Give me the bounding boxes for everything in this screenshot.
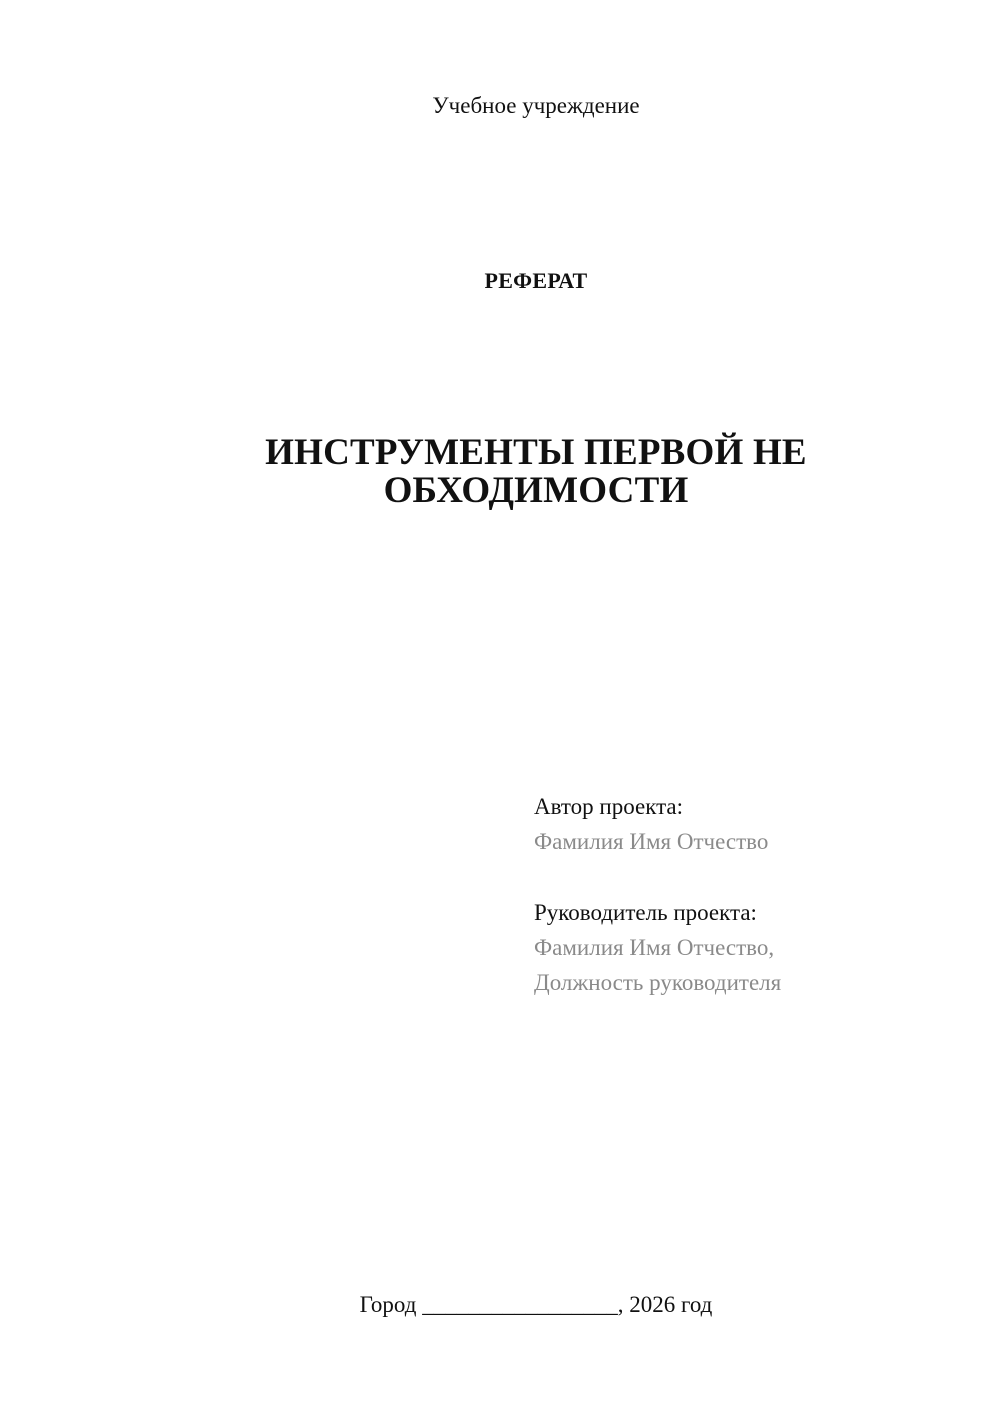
supervisor-name: Фамилия Имя Отчество,	[534, 935, 775, 960]
supervisor-label: Руководитель проекта:	[534, 900, 757, 925]
document-type: РЕФЕРАТ	[484, 268, 588, 293]
document-title-line-1: ИНСТРУМЕНТЫ ПЕРВОЙ НЕ	[265, 432, 807, 473]
credits-spacer	[534, 859, 954, 895]
city-year-line: Город _________________, 2026 год	[359, 1292, 713, 1317]
document-title-line-2: ОБХОДИМОСТИ	[383, 470, 689, 511]
author-name: Фамилия Имя Отчество	[534, 829, 769, 854]
author-label: Автор проекта:	[534, 794, 683, 819]
credits-block	[534, 789, 954, 1000]
supervisor-position: Должность руководителя	[534, 970, 782, 995]
document-title	[0, 434, 1000, 510]
institution-name: Учебное учреждение	[432, 93, 640, 118]
